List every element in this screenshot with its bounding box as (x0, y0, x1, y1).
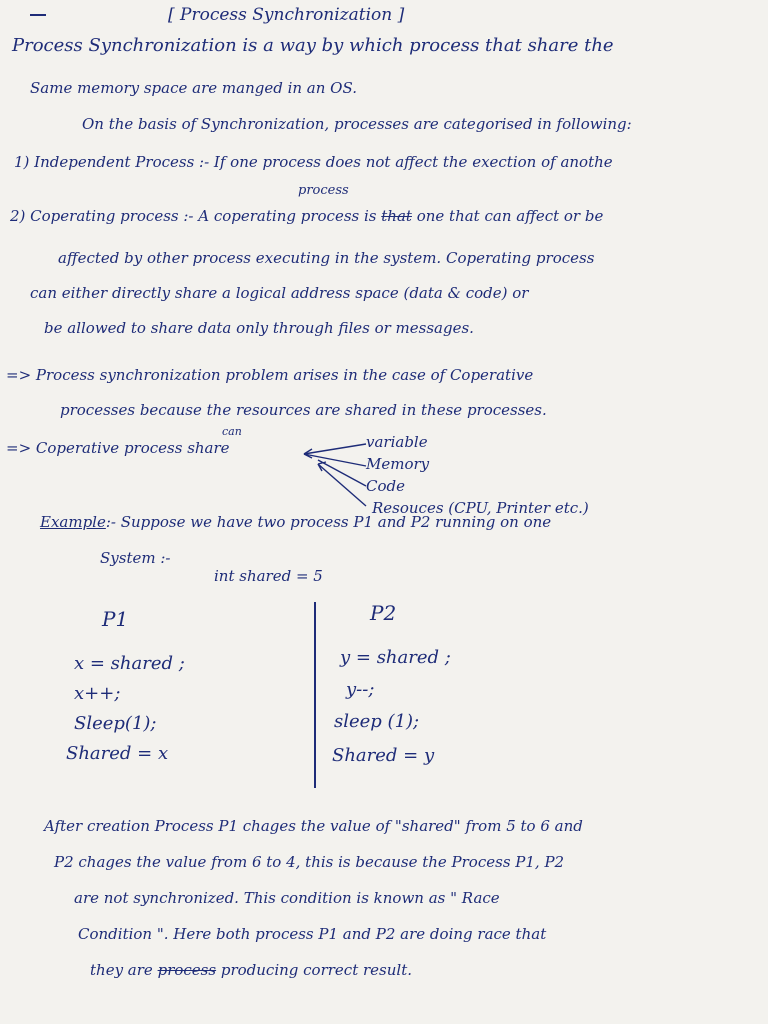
coperating-line-3: can either directly share a logical address space (data & code) or (30, 284, 529, 302)
definition-line-1: Process Synchronization is a way by which process that share the (12, 35, 614, 56)
share-item-variable: variable (366, 433, 428, 451)
p2-code-line: y--; (346, 679, 375, 700)
example-line-2: System :- (100, 549, 171, 567)
p1-code-line: Shared = x (66, 743, 169, 764)
independent-line-1: 1) Independent Process :- If one process does not affect the exection of anothe (14, 153, 613, 171)
coperating-line-1b: one that can affect or be (416, 207, 604, 225)
share-item-code: Code (366, 477, 405, 495)
basis-line: On the basis of Synchronization, processes are categorised in following: (82, 115, 632, 133)
p2-code-line: Shared = y (332, 745, 435, 766)
definition-line-2: Same memory space are manged in an OS. (30, 79, 357, 97)
p2-label: P2 (370, 601, 397, 625)
problem-line-1: => Process synchronization problem arises in the case of Coperative (6, 366, 534, 384)
column-divider (314, 602, 316, 788)
coperating-line-4: be allowed to share data only through files or messages. (44, 319, 474, 337)
after-line-5a: they are (90, 961, 153, 979)
after-line-1: After creation Process P1 chages the value of "shared" from 5 to 6 and (44, 817, 583, 835)
page-title: [ Process Synchronization ] (168, 5, 405, 25)
p1-code-line: Sleep(1); (74, 713, 157, 734)
coperating-line-2: affected by other process executing in the system. Coperating process (58, 249, 595, 267)
struck-word: process (157, 961, 217, 979)
after-line-3: are not synchronized. This condition is known as " Race (74, 889, 500, 907)
share-line: => Coperative process share (6, 439, 230, 457)
after-line-5 (90, 962, 412, 979)
margin-dash (30, 14, 46, 16)
p2-code-line: y = shared ; (340, 647, 451, 668)
independent-line-2: process (298, 183, 349, 198)
after-line-5b: producing correct result. (220, 961, 412, 979)
p1-code-line: x = shared ; (74, 653, 185, 674)
after-line-4: Condition ". Here both process P1 and P2 are doing race that (78, 925, 547, 943)
share-arrows (300, 438, 370, 518)
p1-label: P1 (102, 607, 129, 631)
example-label: Example (40, 513, 106, 531)
share-item-resources: Resouces (CPU, Printer etc.) (372, 499, 589, 517)
problem-line-2: processes because the resources are shared in these processes. (60, 401, 547, 419)
coperating-line-1 (10, 208, 603, 225)
coperating-line-1a: 2) Coperating process :- A coperating process is (10, 207, 377, 225)
after-line-2: P2 chages the value from 6 to 4, this is because the Process P1, P2 (54, 853, 565, 871)
example-text: :- Suppose we have two process P1 and P2 running on one (105, 513, 552, 531)
p1-code-line: x++; (74, 683, 121, 704)
share-can-insert: can (222, 425, 242, 438)
p2-code-line: sleep (1); (334, 711, 420, 732)
init-line: int shared = 5 (214, 567, 323, 585)
share-item-memory: Memory (366, 455, 430, 473)
struck-word: that (381, 207, 412, 225)
example-line-1 (40, 514, 551, 531)
